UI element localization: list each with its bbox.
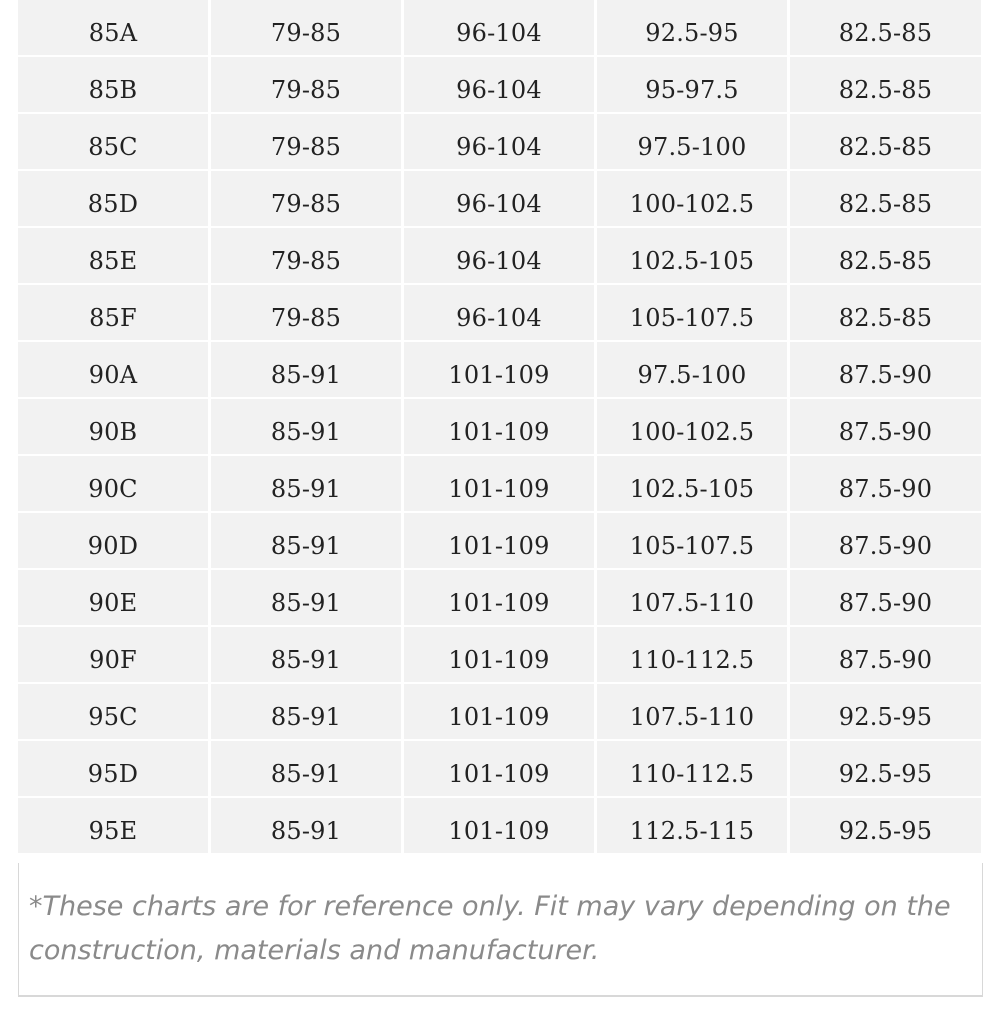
bust-cell: 96-104	[404, 171, 594, 226]
underbust-cell: 79-85	[211, 171, 401, 226]
bra-size-cell: 95D	[18, 741, 208, 796]
underbust-cell: 85-91	[211, 570, 401, 625]
cup-cell: 100-102.5	[597, 171, 787, 226]
band-cell: 92.5-95	[790, 684, 981, 739]
cup-cell: 110-112.5	[597, 741, 787, 796]
cup-cell: 105-107.5	[597, 285, 787, 340]
bust-cell: 101-109	[404, 741, 594, 796]
bra-size-cell: 85D	[18, 171, 208, 226]
underbust-cell: 79-85	[211, 57, 401, 112]
band-cell: 92.5-95	[790, 798, 981, 853]
cup-cell: 102.5-105	[597, 456, 787, 511]
underbust-cell: 85-91	[211, 342, 401, 397]
cup-cell: 95-97.5	[597, 57, 787, 112]
bra-size-cell: 90B	[18, 399, 208, 454]
cup-cell: 100-102.5	[597, 399, 787, 454]
underbust-cell: 85-91	[211, 399, 401, 454]
bust-cell: 96-104	[404, 285, 594, 340]
bra-size-cell: 90F	[18, 627, 208, 682]
bra-size-cell: 90C	[18, 456, 208, 511]
underbust-cell: 85-91	[211, 456, 401, 511]
bust-cell: 101-109	[404, 456, 594, 511]
band-cell: 87.5-90	[790, 570, 981, 625]
bra-size-cell: 85C	[18, 114, 208, 169]
underbust-cell: 85-91	[211, 627, 401, 682]
bra-size-cell: 85B	[18, 57, 208, 112]
underbust-cell: 79-85	[211, 0, 401, 55]
band-cell: 82.5-85	[790, 171, 981, 226]
cup-cell: 110-112.5	[597, 627, 787, 682]
bust-cell: 101-109	[404, 399, 594, 454]
cup-cell: 107.5-110	[597, 684, 787, 739]
cup-cell: 105-107.5	[597, 513, 787, 568]
bra-size-cell: 90E	[18, 570, 208, 625]
band-cell: 92.5-95	[790, 741, 981, 796]
band-cell: 82.5-85	[790, 57, 981, 112]
cup-cell: 107.5-110	[597, 570, 787, 625]
size-table	[18, 0, 981, 853]
bust-cell: 101-109	[404, 342, 594, 397]
band-cell: 87.5-90	[790, 399, 981, 454]
bra-size-cell: 95C	[18, 684, 208, 739]
bust-cell: 101-109	[404, 684, 594, 739]
bust-cell: 101-109	[404, 570, 594, 625]
cup-cell: 97.5-100	[597, 342, 787, 397]
underbust-cell: 79-85	[211, 285, 401, 340]
reference-note: *These charts are for reference only. Fit may vary depending on the construction, materials and manufacturer.	[29, 891, 951, 966]
underbust-cell: 79-85	[211, 228, 401, 283]
cup-cell: 102.5-105	[597, 228, 787, 283]
underbust-cell: 85-91	[211, 513, 401, 568]
band-cell: 87.5-90	[790, 513, 981, 568]
underbust-cell: 79-85	[211, 114, 401, 169]
underbust-cell: 85-91	[211, 684, 401, 739]
bust-cell: 96-104	[404, 114, 594, 169]
bust-cell: 96-104	[404, 228, 594, 283]
bust-cell: 101-109	[404, 513, 594, 568]
cup-cell: 92.5-95	[597, 0, 787, 55]
band-cell: 82.5-85	[790, 285, 981, 340]
bra-size-cell: 85E	[18, 228, 208, 283]
bust-cell: 96-104	[404, 57, 594, 112]
reference-note-box	[18, 863, 983, 997]
cup-cell: 112.5-115	[597, 798, 787, 853]
bra-size-cell: 85F	[18, 285, 208, 340]
band-cell: 87.5-90	[790, 342, 981, 397]
bra-size-cell: 95E	[18, 798, 208, 853]
underbust-cell: 85-91	[211, 741, 401, 796]
band-cell: 82.5-85	[790, 114, 981, 169]
underbust-cell: 85-91	[211, 798, 401, 853]
bra-size-cell: 90A	[18, 342, 208, 397]
cup-cell: 97.5-100	[597, 114, 787, 169]
bra-size-cell: 85A	[18, 0, 208, 55]
band-cell: 82.5-85	[790, 228, 981, 283]
band-cell: 87.5-90	[790, 456, 981, 511]
bust-cell: 101-109	[404, 798, 594, 853]
band-cell: 87.5-90	[790, 627, 981, 682]
bust-cell: 96-104	[404, 0, 594, 55]
band-cell: 82.5-85	[790, 0, 981, 55]
bust-cell: 101-109	[404, 627, 594, 682]
bra-size-cell: 90D	[18, 513, 208, 568]
